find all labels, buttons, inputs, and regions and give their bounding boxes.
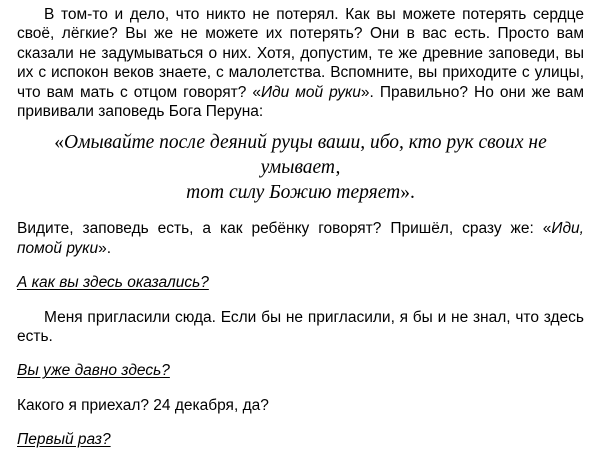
- paragraph-2: [17, 219, 584, 258]
- quote-close: ».: [400, 182, 415, 204]
- quote-block: [17, 130, 584, 205]
- quote-open: «: [54, 132, 64, 154]
- question-2: Вы уже давно здесь?: [17, 362, 170, 380]
- paragraph-2-text: Видите, заповедь есть, а как ребёнку говорят? Пришёл, сразу же: «: [17, 220, 552, 238]
- paragraph-1-text: В том-то и дело, что никто не потерял. Как вы можете потерять сердце своё, лёгкие? Вы же не можете их потерять? Они в вас есть. Просто вам сказали не задумываться о них. Хотя, допустим, те же древние заповеди, вы их с испокон веков знаете, с малолетства. Вспомните, вы приходите с улицы, что вам мать с отцом говорят? «: [17, 6, 584, 101]
- paragraph-2-italic: Иди, помой руки: [17, 220, 584, 257]
- paragraph-2-tail: ».: [98, 239, 112, 257]
- quote-text-1: Омывайте после деяний руцы ваши, ибо, кто рук своих не умывает,: [64, 132, 547, 179]
- paragraph-1-italic: Иди мой руки: [260, 83, 361, 101]
- answer-1: Меня пригласили сюда. Если бы не пригласили, я бы и не знал, что здесь есть.: [17, 308, 584, 346]
- quote-line-2: [17, 180, 584, 205]
- paragraph-1: [17, 5, 584, 121]
- question-3: Первый раз?: [17, 431, 111, 449]
- quote-text-2: тот силу Божию теряет: [186, 182, 401, 204]
- paragraph-1-tail: ». Правильно? Но они же вам прививали заповедь Бога Перуна:: [17, 83, 584, 121]
- question-1: А как вы здесь оказались?: [17, 274, 209, 292]
- quote-line-1: [17, 130, 584, 180]
- answer-2: Какого я приехал? 24 декабря, да?: [17, 396, 269, 414]
